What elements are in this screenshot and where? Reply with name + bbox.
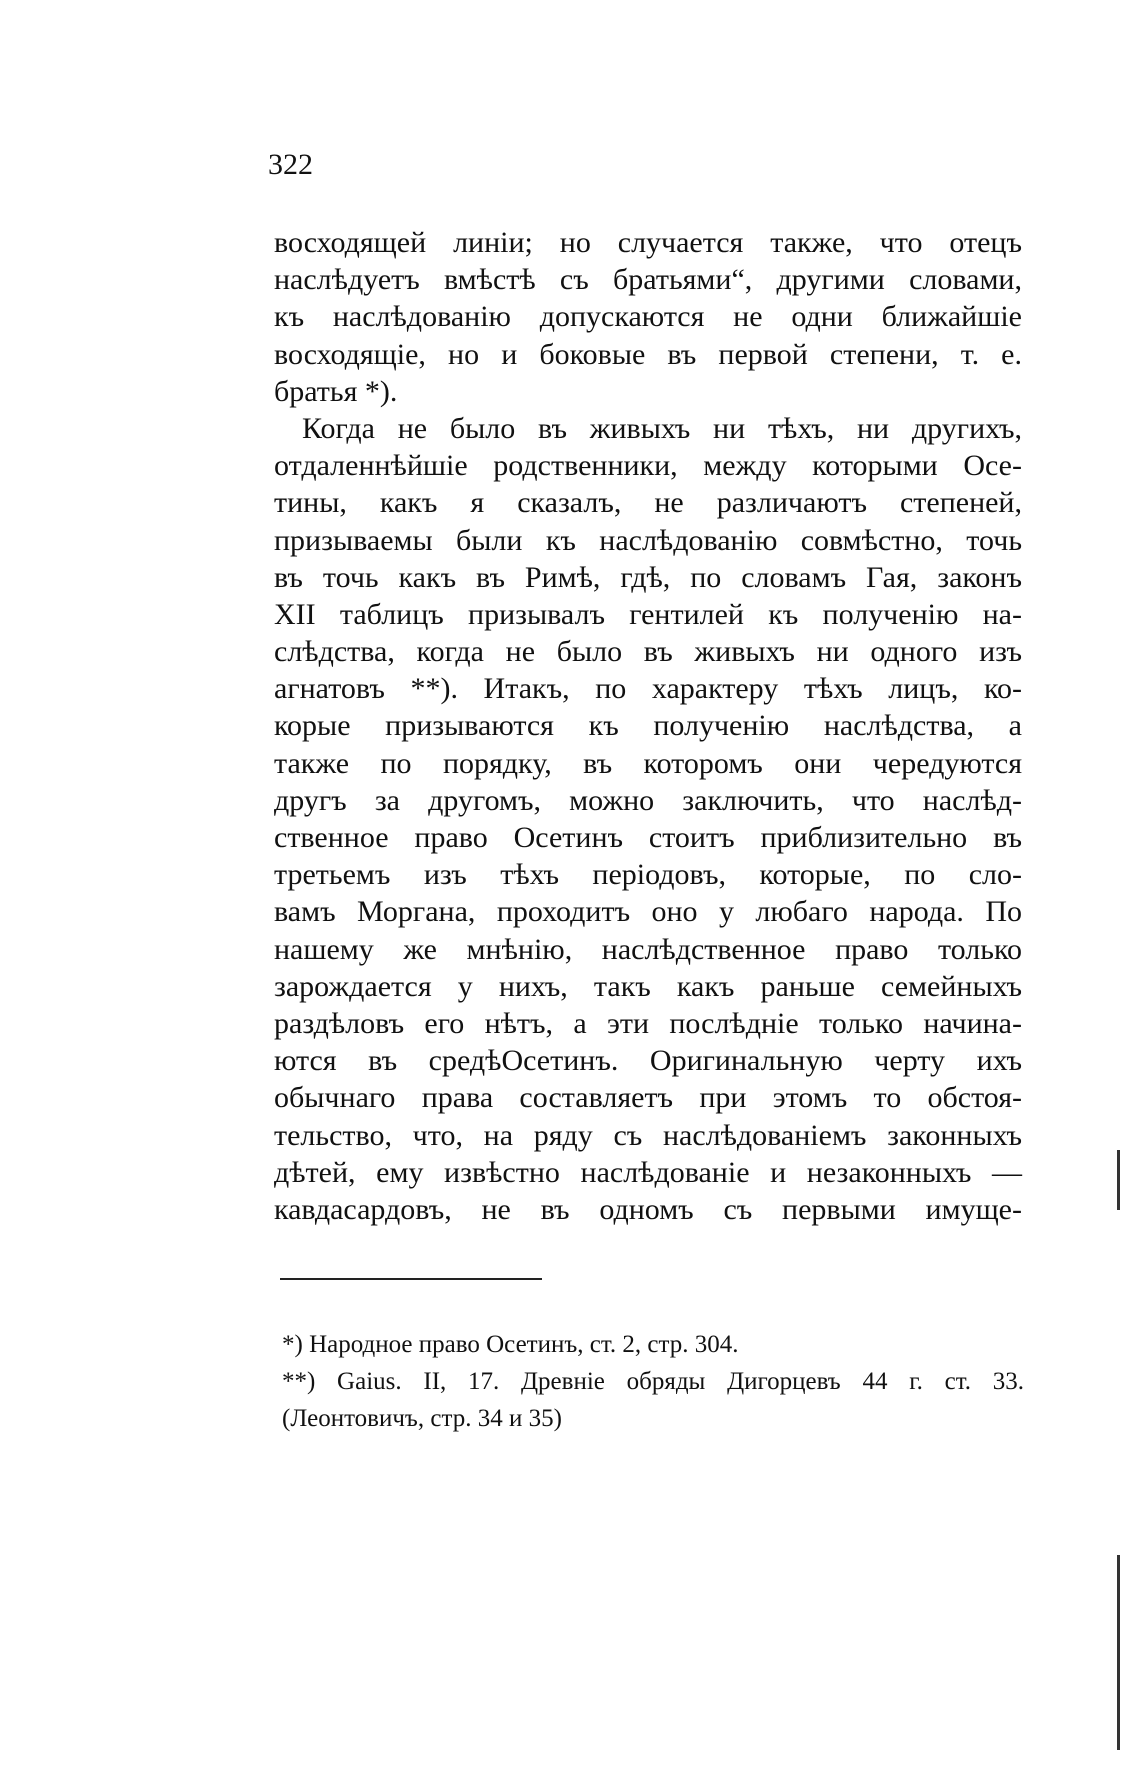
text-line: агнатовъ **). Итакъ, по характеру тѣхъ лицъ, ко-	[274, 672, 1022, 706]
text-line: другъ за другомъ, можно заключить, что наслѣд-	[274, 783, 1022, 817]
text-line: нашему же мнѣнiю, наслѣдственное право только	[274, 932, 1022, 966]
text-line: въ точь какъ въ Римѣ, гдѣ, по словамъ Гая, законъ	[274, 560, 1022, 594]
text-line: дѣтей, ему извѣстно наслѣдованiе и незаконныхъ —	[274, 1155, 1022, 1189]
text-line: ются въ средѣОсетинъ. Оригинальную черту ихъ	[274, 1044, 1022, 1078]
footnote-2: **) Gaius. II, 17. Древнiе обряды Дигорцевъ 44 г. ст. 33.	[282, 1368, 1024, 1395]
text-line: третьемъ изъ тѣхъ перiодовъ, которые, по сло-	[274, 858, 1022, 892]
footnote-2-continuation: (Леонтовичъ, стр. 34 и 35)	[282, 1405, 562, 1432]
text-line: восходящей линiи; но случается также, что отецъ	[274, 226, 1022, 259]
text-line: братья *).	[274, 374, 398, 408]
text-line: кавдасардовъ, не въ одномъ съ первыми имуще-	[274, 1192, 1022, 1226]
text-line: отдаленнѣйшiе родственники, между которыми Осе-	[274, 449, 1022, 483]
body-text	[274, 224, 1022, 1228]
text-line: также по порядку, въ которомъ они чередуются	[274, 746, 1022, 780]
text-line: XII таблицъ призывалъ гентилей къ полученiю на-	[274, 597, 1022, 631]
text-line: раздѣловъ его нѣтъ, а эти послѣднiе только начина-	[274, 1006, 1022, 1040]
paragraph-start-line: Когда не было въ живыхъ ни тѣхъ, ни другихъ,	[302, 411, 1022, 445]
text-line: корые призываются къ полученiю наслѣдства, а	[274, 709, 1022, 743]
text-line: ственное право Осетинъ стоитъ приблизительно въ	[274, 821, 1022, 854]
text-line: слѣдства, когда не было въ живыхъ ни одного изъ	[274, 635, 1022, 669]
text-line: тины, какъ я сказалъ, не различаютъ степеней,	[274, 486, 1022, 520]
scan-edge-mark	[1117, 1555, 1120, 1750]
text-line: къ наслѣдованiю допускаются не одни ближайшiе	[274, 300, 1022, 334]
text-line: восходящiе, но и боковые въ первой степени, т. е.	[274, 337, 1022, 371]
page-number: 322	[268, 148, 313, 181]
text-line: наслѣдуетъ вмѣстѣ съ братьями“, другими словами,	[274, 263, 1022, 297]
footnote-1: *) Народное право Осетинъ, ст. 2, стр. 304.	[282, 1331, 739, 1358]
text-line: зарождается у нихъ, такъ какъ раньше семейныхъ	[274, 969, 1022, 1003]
text-line: призываемы были къ наслѣдованiю совмѣстно, точь	[274, 523, 1022, 557]
scan-edge-mark	[1117, 1150, 1120, 1210]
text-line: вамъ Моргана, проходитъ оно у любаго народа. По	[274, 895, 1022, 929]
footnote-divider	[280, 1278, 542, 1280]
text-line: обычнаго права составляетъ при этомъ то обстоя-	[274, 1081, 1022, 1115]
text-line: тельство, что, на ряду съ наслѣдованiемъ законныхъ	[274, 1118, 1022, 1152]
footnotes	[282, 1326, 1024, 1437]
